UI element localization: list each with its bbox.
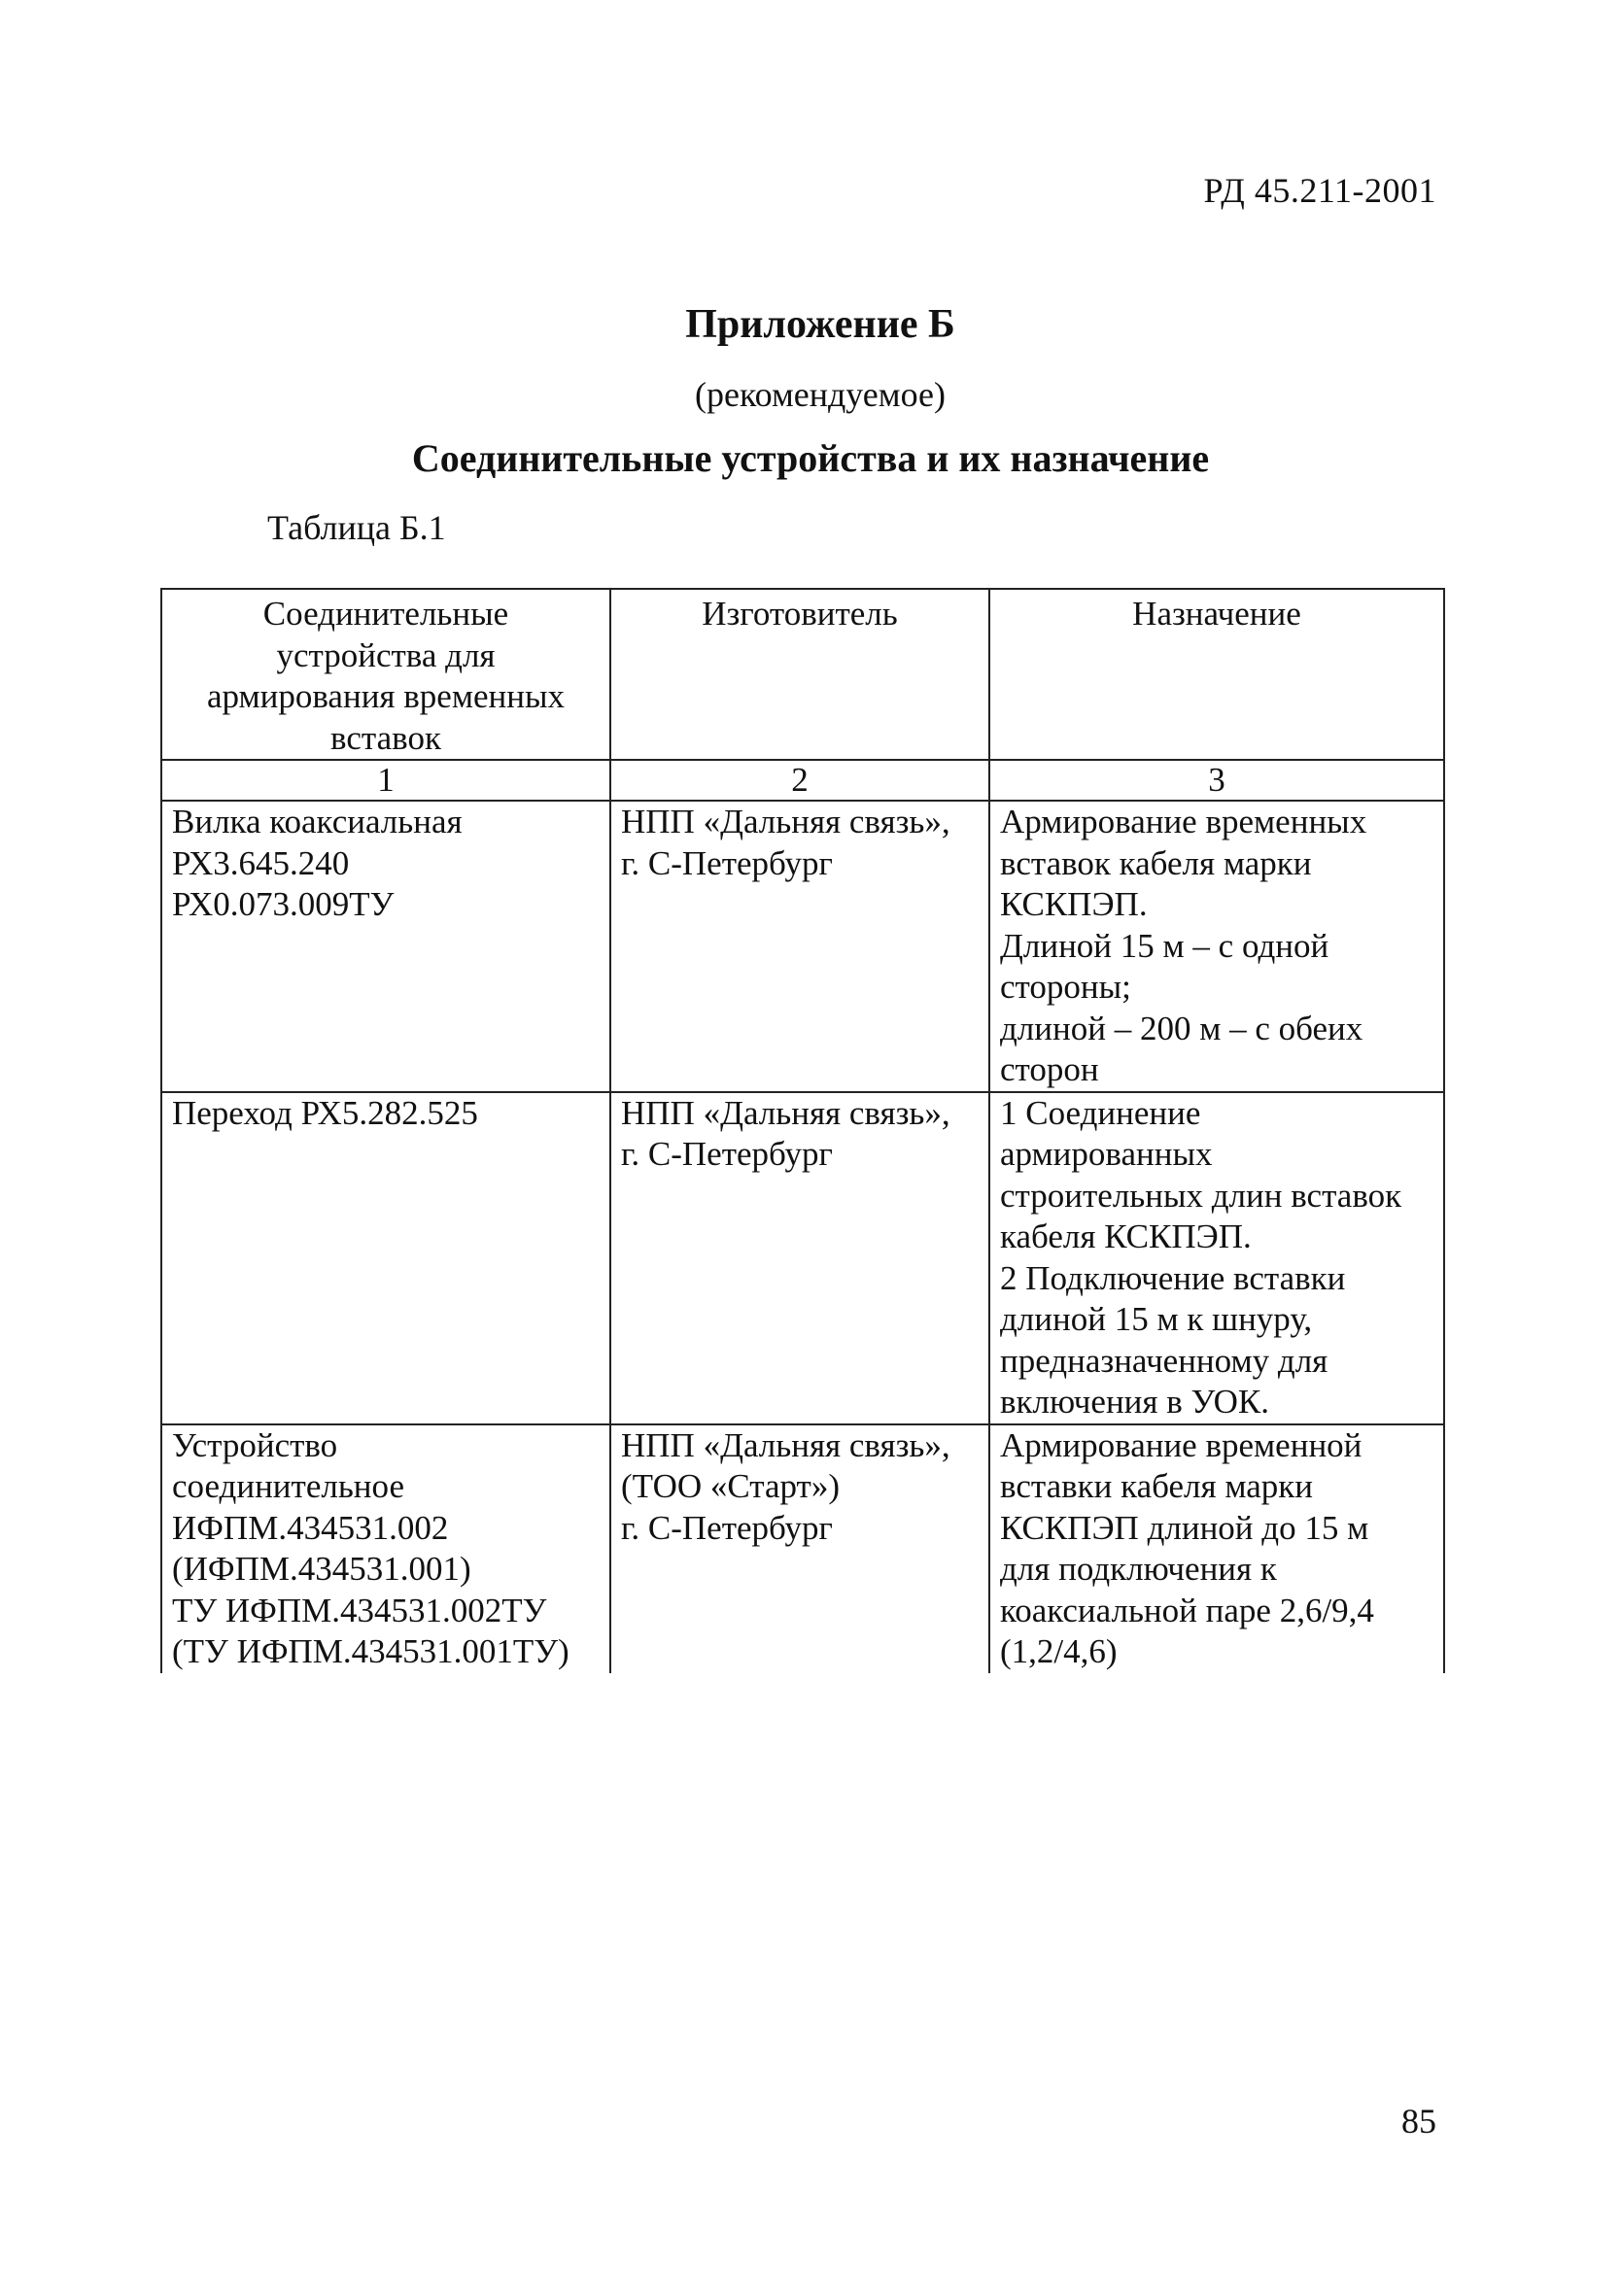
table-label: Таблица Б.1	[267, 508, 446, 547]
cell-line: вставок кабеля марки	[1000, 843, 1312, 882]
cell-line: Армирование временных	[1000, 803, 1367, 840]
cell-line: армированных	[1000, 1135, 1213, 1173]
column-header-devices: Соединительные устройства для армирования временных вставок	[161, 589, 610, 760]
column-header-maker: Изготовитель	[610, 589, 989, 760]
column-number-row	[161, 760, 1444, 801]
purpose-cell	[989, 801, 1444, 1092]
table-row	[161, 1424, 1444, 1673]
device-cell	[161, 1424, 610, 1673]
cell-line: РХ3.645.240	[172, 843, 350, 882]
cell-line: 2 Подключение вставки	[1000, 1258, 1346, 1297]
cell-line: длиной 15 м к шнуру,	[1000, 1300, 1313, 1338]
cell-line: (ТОО «Старт»)	[621, 1467, 841, 1505]
devices-table	[160, 588, 1445, 1673]
cell-line: длиной – 200 м – с обеих	[1000, 1009, 1363, 1047]
cell-line: НПП «Дальняя связь»,	[621, 1093, 950, 1132]
cell-line: сторон	[1000, 1050, 1099, 1088]
cell-line: г. С-Петербург	[621, 1135, 833, 1173]
cell-line: 1 Соединение	[1000, 1093, 1201, 1132]
cell-line: Переход РХ5.282.525	[172, 1093, 478, 1132]
cell-line: (ИФПМ.434531.001)	[172, 1550, 471, 1588]
cell-line: кабеля КСКПЭП.	[1000, 1217, 1252, 1255]
cell-line: включения в УОК.	[1000, 1383, 1269, 1421]
table-row	[161, 801, 1444, 1092]
cell-line: коаксиальной паре 2,6/9,4	[1000, 1591, 1374, 1629]
maker-cell	[610, 1092, 989, 1424]
cell-line: ИФПМ.434531.002	[172, 1508, 449, 1547]
cell-line: КСКПЭП длиной до 15 м	[1000, 1508, 1369, 1547]
cell-line: Армирование временной	[1000, 1425, 1362, 1464]
purpose-cell	[989, 1092, 1444, 1424]
cell-line: Длиной 15 м – с одной	[1000, 926, 1329, 965]
maker-cell	[610, 801, 989, 1092]
cell-line: г. С-Петербург	[621, 843, 833, 882]
appendix-title: Приложение Б	[685, 302, 955, 347]
document-code: РД 45.211-2001	[1203, 171, 1436, 210]
cell-line: (1,2/4,6)	[1000, 1632, 1118, 1670]
section-title: Соединительные устройства и их назначение	[411, 436, 1210, 480]
cell-line: НПП «Дальняя связь»,	[621, 1425, 950, 1464]
cell-line: Устройство	[172, 1425, 338, 1464]
column-number: 3	[989, 760, 1444, 801]
table-row	[161, 1092, 1444, 1424]
maker-cell	[610, 1424, 989, 1673]
device-cell	[161, 1092, 610, 1424]
purpose-cell	[989, 1424, 1444, 1673]
cell-line: строительных длин вставок	[1000, 1176, 1402, 1215]
column-number: 2	[610, 760, 989, 801]
cell-line: вставки кабеля марки	[1000, 1467, 1314, 1505]
cell-line: г. С-Петербург	[621, 1508, 833, 1547]
cell-line: КСКПЭП.	[1000, 885, 1148, 923]
page-number: 85	[1401, 2102, 1436, 2141]
appendix-status: (рекомендуемое)	[695, 375, 946, 414]
cell-line: НПП «Дальняя связь»,	[621, 803, 950, 840]
cell-line: предназначенному для	[1000, 1341, 1328, 1380]
cell-line: (ТУ ИФПМ.434531.001ТУ)	[172, 1632, 569, 1670]
cell-line: ТУ ИФПМ.434531.002ТУ	[172, 1591, 547, 1629]
column-number: 1	[161, 760, 610, 801]
table-header-row	[161, 589, 1444, 760]
cell-line: стороны;	[1000, 968, 1131, 1006]
cell-line: соединительное	[172, 1467, 404, 1505]
cell-line: Вилка коаксиальная	[172, 803, 463, 840]
cell-line: для подключения к	[1000, 1550, 1277, 1588]
device-cell	[161, 801, 610, 1092]
column-header-purpose: Назначение	[989, 589, 1444, 760]
cell-line: РХ0.073.009ТУ	[172, 885, 395, 923]
